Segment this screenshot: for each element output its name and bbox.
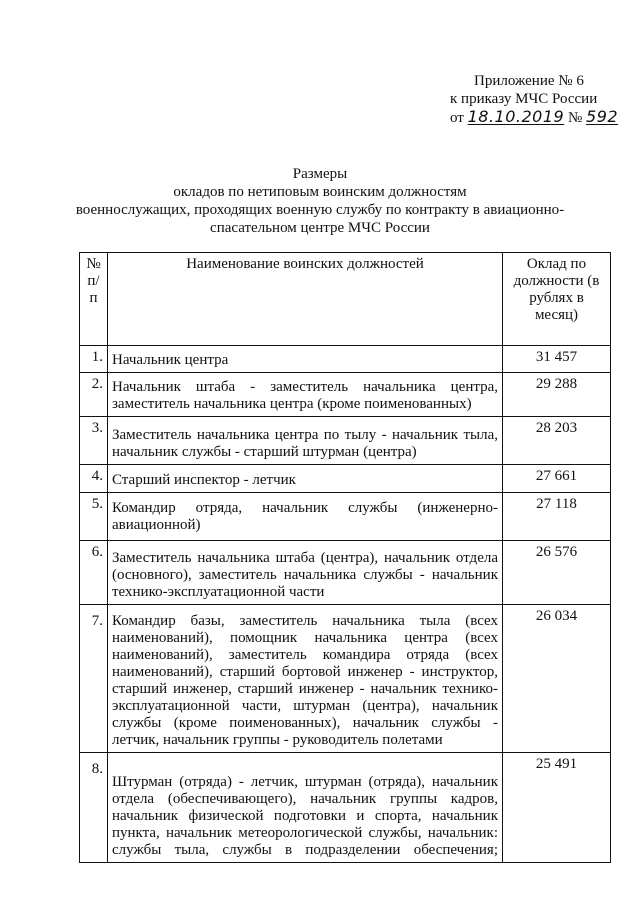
table-row [80,346,611,373]
row-position: Начальник центра [108,346,503,373]
table-row [80,417,611,465]
appendix-header [438,72,628,127]
row-salary: 31 457 [503,346,611,373]
row-num: 3. [80,417,108,465]
title-line-4: спасательном центре МЧС России [210,220,430,236]
header-salary: Оклад по должности (в рублях в месяц) [503,253,611,346]
table-row [80,541,611,605]
date-prefix: от [450,110,464,126]
table-header-row [80,253,611,346]
document-title [60,165,580,237]
table-row [80,753,611,863]
row-position: Командир базы, заместитель начальника тыла (всех наименований), помощник начальника центра (всех наименований), заместитель командира отряда (всех наименований), старший бортовой инженер - инструктор, старший инженер, старший инженер - начальник технико-эксплуатационной части, штурман (центра), начальник службы (кроме поименованных), начальник службы - летчик, начальник группы - руководитель полетами [108,605,503,753]
table-row [80,465,611,493]
row-salary: 26 034 [503,605,611,753]
header-num: № п/п [80,253,108,346]
order-reference: к приказу МЧС России [450,91,598,107]
row-num: 2. [80,373,108,417]
number-prefix: № [567,110,583,126]
table-row [80,493,611,541]
row-salary: 27 661 [503,465,611,493]
row-salary: 25 491 [503,753,611,863]
row-num: 7. [80,605,108,753]
title-line-1: Размеры [292,166,348,182]
row-salary: 28 203 [503,417,611,465]
row-num: 4. [80,465,108,493]
header-name: Наименование воинских должностей [108,253,503,346]
appendix-label: Приложение № 6 [474,73,584,89]
row-position: Начальник штаба - заместитель начальника центра, заместитель начальника центра (кроме поименованных) [108,373,503,417]
salary-table [79,252,611,863]
row-position: Командир отряда, начальник службы (инженерно-авиационной) [108,493,503,541]
table-row [80,605,611,753]
row-position: Старший инспектор - летчик [108,465,503,493]
row-salary: 26 576 [503,541,611,605]
title-line-3: военнослужащих, проходящих военную службу по контракту в авиационно- [75,202,565,218]
handwritten-date: 18.10.2019 [467,107,565,126]
row-position: Штурман (отряда) - летчик, штурман (отряда), начальник отдела (обеспечивающего), начальник группы кадров, начальник физической подготовки и спорта, начальник пункта, начальник метеорологической службы, начальник: службы тыла, службы в подразделении обеспечения; [108,753,503,863]
row-position: Заместитель начальника штаба (центра), начальник отдела (основного), заместитель начальника службы - начальник технико-эксплуатационной части [108,541,503,605]
table-row [80,373,611,417]
handwritten-number: 592 [586,107,619,126]
row-salary: 29 288 [503,373,611,417]
row-num: 8. [80,753,108,863]
row-position: Заместитель начальника центра по тылу - начальник тыла, начальник службы - старший штурман (центра) [108,417,503,465]
row-num: 1. [80,346,108,373]
row-salary: 27 118 [503,493,611,541]
title-line-2: окладов по нетиповым воинским должностям [173,184,467,200]
order-date-number [438,108,628,127]
row-num: 5. [80,493,108,541]
row-num: 6. [80,541,108,605]
